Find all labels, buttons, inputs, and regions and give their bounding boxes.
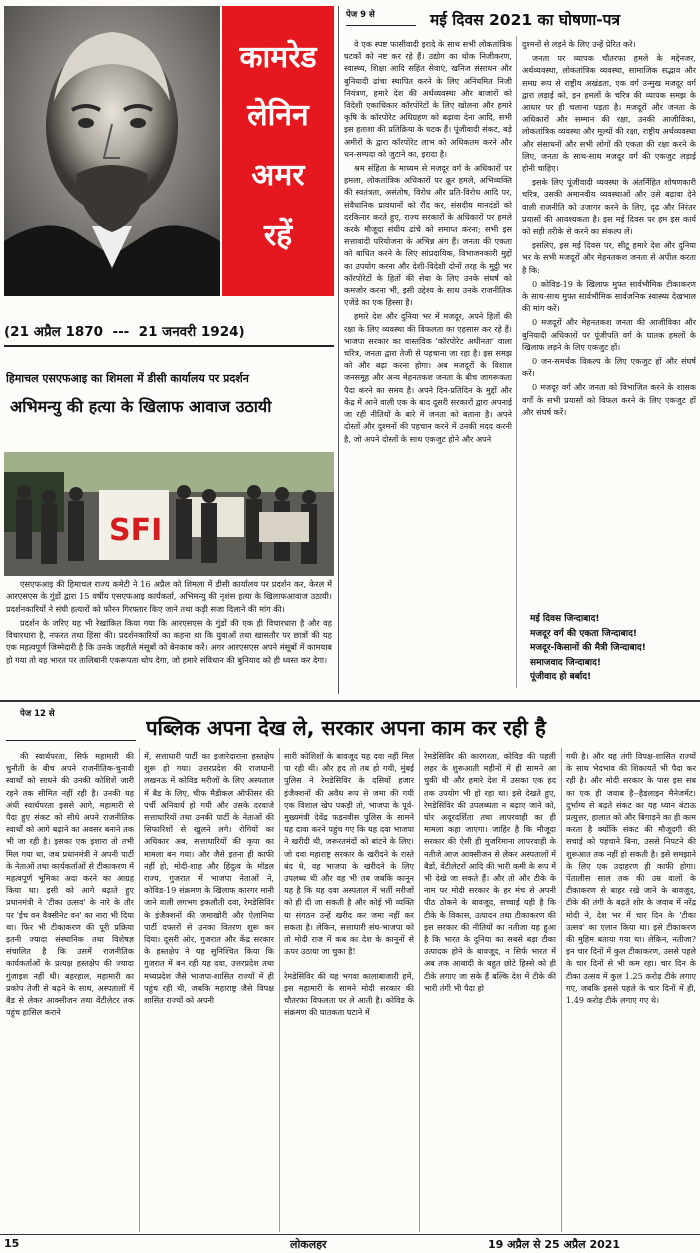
page-number: 15 bbox=[4, 1237, 20, 1250]
slogan-1: मई दिवस जिन्दाबाद! bbox=[530, 614, 600, 624]
mayday-page-tag: पेज 9 से bbox=[346, 10, 375, 20]
mayday-headline: मई दिवस 2021 का घोषणा-पत्र bbox=[430, 11, 621, 29]
himachal-para-1: एसएफआइ की हिमाचल राज्य कमेटी ने 16 अप्रैल को शिमला में डीसी कार्यालय पर प्रदर्शन कर, केरल में आरएसएस के गुंडों द्वारा 15 वर्षीय एसएफआइ कार्यकर्ता, अभिमन्यु की नृशंस हत्या के खिलाफआवाज उठायी। प्रदर्शनकारियों ने संघी हत्यारों को फौरन गिरफ्तार किए जाने तथा कड़ी सजा दिलाने की मांग की। bbox=[6, 579, 332, 614]
himachal-kicker: हिमाचल एसएफआइ का शिमला में डीसी कार्यालय पर प्रदर्शन bbox=[6, 372, 249, 385]
mayday-col1-para-2: श्रम संहिता के माध्यम से मजदूर वर्ग के अधिकारों पर हमला, लोकतांत्रिक अधिकारों पर क्रूर हमले, अभिव्यक्ति की स्वतंत्रता, असंतोष, विरोध और प्रति-विरोध आदि पर, संवैधानिक प्रावधानों को रौंद कर, संसदीय मानदंडों को दरकिनार करते हुए, राज्य सरकारों के अधिकारों पर हमले करके मौजूदा संघीय ढांचे को समाप्त करना; सभी इस सत्तावादी परियोजना के अभिन्न अंग हैं। जनता की एकता को बाधित करने के लिए सांप्रदायिक, विभाजनकारी मुद्दों का उपयोग करना और देशी-विदेशी दोनों तरह के मुट्ठी भर कॉरपोरेटों के हितों की सेवा के लिए उनके संघर्ष को कमजोर करना भी, इसी उद्देश्य के साथ उनके राजनीतिक एजेंडे का एक हिस्सा है। bbox=[344, 163, 512, 308]
public-page-tag: पेज 12 से bbox=[20, 709, 55, 719]
himachal-para-2: प्रदर्शन के जरिए यह भी रेखांकित किया गया कि आरएसएस के गुंडों की एक ही विचारधारा है और वह विचारधारा है, नफरत तथा हिंसा की। प्रदर्शनकारियों का कहना था कि युवाओं तथा खासतौर पर छात्रों की यह एक महत्वपूर्ण जिम्मेदारी है कि उनके जहरीले मंसूबों को बेनकाब करें। अगर आरएसएस अपने मंसूबों में कामयाब हो गया तो वह भारत पर तालिबानी एकरूपता थोप देगा, जो हमारे संविधान की बुनियाद को ही ध्वस्त कर देगा। bbox=[6, 617, 332, 665]
public-col-divider-1 bbox=[139, 748, 140, 1232]
slogan-4: समाजवाद जिन्दाबाद! bbox=[530, 657, 601, 668]
protest-photo-drawing bbox=[4, 452, 334, 576]
mayday-col2-para-1: दुश्मनों से लड़ने के लिए उन्हें प्रेरित करे। bbox=[522, 39, 636, 49]
slogan-2: मजदूर वर्ग की एकता जिन्दाबाद! bbox=[530, 628, 637, 639]
himachal-headline: अभिमन्यु की हत्या के खिलाफ आवाज उठायी bbox=[10, 397, 272, 416]
slogan-5: पूंजीवाद हो बर्बाद! bbox=[530, 672, 592, 682]
mayday-slogans bbox=[530, 612, 696, 685]
mayday-col2-para-2: जनता पर व्यापक चौतरफा हमले के मद्देनजर, अर्थव्यवस्था, लोकतांत्रिक व्यवस्था, सामाजिक सद्भाव और समग्र रूप से राष्ट्रीय अखंडता, एक वर्ग उन्मुख मजदूर वर्ग द्वारा लड़ाई को, इन हमलों के चरित्र की व्यापक समझ के आधार पर ही चलाना पड़ता है। मजदूरों और जनता के अधिकारों और सम्मान की रक्षा, उनकी आजीविका, लोकतांत्रिक व्यवस्था और मूल्यों की रक्षा, राष्ट्रीय अर्थव्यवस्था और संसाधनों और सभी लोगों की एकता की रक्षा करने के लिए, जनता के साथ-साथ मजदूर वर्ग की एकजुट लड़ाई होनी चाहिए। bbox=[522, 53, 696, 174]
mayday-demand-1: 0 कोविड-19 के खिलाफ मुफ्त सार्वभौमिक टीकाकरण के साथ-साथ मुफ्त सार्वभौमिक सार्वजनिक स्वास्थ्य देखभाल की मांग करें। bbox=[522, 278, 696, 314]
public-col-1: की स्वार्थपरता, सिर्फ महामारी की चुनौती के बीच अपने राजनीतिक-चुनावी स्वार्थों को साधने की उनकी कोशिशें जारी रहने तक सीमित नहीं रही है। उनकी यह अंधी स्वार्थपरता इससे आगे, महामारी से पैदा हुए संकट को सीधे अपने राजनीतिक स्वार्थों को आगे बढ़ाने का अवसर बनाने तक भी जा रही है। इसका एक इशारा तो तभी मिल गया था, जब प्रधानमंत्री ने अपनी पार्टी के नेताओं तथा कार्यकर्ताओं से टीकाकरण में महत्वपूर्ण भूमिका अदा करने का आग्रह किया था। इसी को आगे बढ़ाते हुए प्रधानमंत्री ने 'टीका उत्सव' के नारे के तौर पर 'ईच वन वैक्सीनेट वन' का नारा भी दिया था। फिर भी टीकाकरण की पूरी प्रक्रिया इतनी ज्यादा संस्थानिक तथा विशेषज्ञ संचालित है कि उसमें राजनीतिक कार्यकर्ताओं के प्रत्यक्ष हस्तक्षेप की ज्यादा गुंजाइश नहीं थी। बहरहाल, महामारी का प्रकोप तेजी से बढ़ने के साथ, अस्पतालों में बैड से लेकर आक्सीजन तथा वेंटीलेटर तक पहुंच हासिल कराने bbox=[6, 751, 134, 1018]
public-headline: पब्लिक अपना देख ले, सरकार अपना काम कर रही है bbox=[146, 716, 546, 740]
mayday-col2-para-3: इसके लिए पूंजीवादी व्यवस्था के अंतर्निहित शोषणकारी चरित्र, उसकी अमानवीय व्यवस्थाओं और उसे बढ़ावा देने वाली राजनीति को उजागर करने के लिए, दृढ़ और निरंतर प्रयासों की आवश्यकता है। इस मई दिवस पर हम इस कार्य को सही तरीके से करने का संकल्प लें। bbox=[522, 177, 696, 237]
tribute-line-1: कामरेड bbox=[239, 40, 317, 75]
protest-photo bbox=[4, 452, 334, 576]
newspaper-name: लोकलहर bbox=[290, 1238, 327, 1251]
public-tag-rule bbox=[6, 740, 136, 741]
tribute-line-4: रहें bbox=[263, 218, 293, 253]
lenin-portrait bbox=[4, 6, 220, 296]
public-col-divider-3 bbox=[419, 748, 420, 1232]
public-col-divider-2 bbox=[279, 748, 280, 1232]
lenin-dates: (21 अप्रैल 1870 --- 21 जनवरी 1924) bbox=[4, 324, 245, 340]
section-divider bbox=[0, 700, 700, 702]
tribute-line-3: अमर bbox=[251, 158, 305, 193]
mayday-tag-rule bbox=[346, 25, 416, 26]
column-divider bbox=[338, 6, 339, 694]
red-tribute-box bbox=[222, 6, 334, 296]
issue-date: 19 अप्रैल से 25 अप्रैल 2021 bbox=[488, 1238, 621, 1251]
protest-banner-text: SFI bbox=[109, 513, 163, 548]
mayday-col2-para-4: इसलिए, इस मई दिवस पर, सीटू हमारे देश और दुनिया भर के सभी मजदूरों और मेहनतकश जनता से अपील करता है कि: bbox=[522, 240, 696, 275]
mayday-col-divider bbox=[516, 36, 517, 688]
mayday-col1-para-3: हमारे देश और दुनिया भर में मजदूर, अपने हितों की रक्षा के लिए व्यवस्था की विफलता का एहसास कर रहे हैं। भाजपा सरकार का वास्तविक 'कॉरपोरेट अधीनता' वाला चरित्र, जनता द्वारा तेजी से पहचाना जा रहा है। इस समझ को और बढ़ा करना होगा। अब मजदूरों के विशाल जनसमूह और अन्य मेहनतकश जनता के बीच जागरूकता पैदा करने का समय है। अपने दिन-प्रतिदिन के मुद्दों और केंद्र में आने वाली एक के बाद दूसरी सरकारों द्वारा अपनाई जा रही नीतियों के बारे में जनता को बताना है। अपने दोस्तों और दुश्मनों की पहचान करने में उनकी मदद करनी है, जो अपने दोस्तों के साथ एकजुट होने और अपने bbox=[344, 311, 512, 444]
footer-rule bbox=[0, 1234, 700, 1235]
public-col-4: रेमडेसिविर की कारगरता, कोविड की पहली लहर के शुरूआती महीनों में ही सामने आ चुकी थी और हमारे देश में उसका एक हद तक उपयोग भी हो रहा था। इसे देखते हुए, रेमडेसिविर की उपलब्धता न बढ़ाए जाने को, घोर अदूरदर्शिता तथा लापरवाही का ही मामला कहा जाएगा। जाहिर है कि मौजूदा सरकार की ऐसी ही मुजरिमाना लापरवाही के नतीजे आज आक्सीजन से लेकर अस्पतालों में बैडों, वेंटीलेटरों आदि की भारी कमी के रूप में भी देखे जा सकते हैं। और तो और टीके के नाम पर मोदी सरकार के हर मंच से अपनी पीठ ठोकने के बावजूद, सच्चाई यही है कि टीके के विकास, उत्पादन तथा टीकाकरण की इस सरकार की नीतियों का नतीजा यह हुआ है कि भारत के दुनिया का सबसे बड़ा टीका उत्पादक होने के बावजूद, न सिर्फ भारत में अब तक आबादी के बहुत छोटे हिस्से को ही टीके लगाए जा सके हैं बल्कि देश में टीके की भारी तंगी भी पैदा हो bbox=[424, 751, 556, 993]
mayday-col-2 bbox=[522, 38, 696, 610]
dates-underline bbox=[4, 345, 334, 347]
lenin-portrait-drawing bbox=[4, 6, 220, 296]
public-col-5: गयी है। और यह तंगी विपक्ष-शासित राज्यों के साथ भेदभाव की शिकायतें भी पैदा कर रही है। और मोदी सरकार के पास इस सब का एक ही जवाब है--हैडलाइन मैनेजमेंट। दुर्भाग्य से बढ़ते संकट का यह ध्यान बंटाऊ प्रत्युत्तर, हालात को और बिगाड़ने का ही काम करता है क्योंकि संकट की मौजूदगी की सचाई को पहचाने बिना, उससे निपटने की शुरूआत तक नहीं हो सकती है। इसे समझाने के लिए एक उदाहरण ही काफी होगा। पेंतालीस साल तक की उम्र वालों के टीकाकरण से बाहर रखे जाने के बावजूद, टीके की तंगी के बढ़ते शोर के जवाब में नरेंद्र मोदी ने, देश भर में चार दिन के 'टीका उत्सव' का एलान किया था। इसे टीकाकरण की मुहिम बताया गया था। लेकिन, नतीजा? इन चार दिनों में कुल टीकाकरण, उससे पहले के चार दिनों से भी कम रहा। चार दिन के टीका उत्सव में कुल 1.25 करोड़ टीके लगाए गए, जबकि इससे पहले के चार दिनों में ही, 1.49 करोड़ टीके लगाए गए थे। bbox=[566, 751, 696, 1006]
mayday-demand-2: 0 मजदूरों और मेहनतकश जनता की आजीविका और बुनियादी अधिकारों पर पूंजीपति वर्ग के घातक हमलों के खिलाफ लड़ने के लिए एकजुट हों। bbox=[522, 317, 696, 352]
public-col-divider-4 bbox=[561, 748, 562, 1232]
mayday-col1-para-1: वे एक स्पष्ट फासीवादी इरादे के साथ सभी लोकतांत्रिक घटकों को नष्ट कर रहे हैं। उद्योग का थोक निजीकरण, स्वास्थ्य, शिक्षा आदि सहित सेवाएं, खनिज संसाधन और बुनियादी ढांचा स्थापित करने के लिए अनियमित निजी नियंत्रण, हमारे देश की अर्थव्यवस्था और बाजारों को विदेशी एकाधिकार कॉरपोरेटों के लिए खोलना और हमारे कृषि के कॉरपोरेट अधिग्रहण को बढ़ावा देना आदि, सभी इस हताशा की प्रतिक्रिया के घटक हैं। पूंजीवादी संकट, बड़े अमीरों के द्वारा कॉरपोरेट लाभ को अधिकतम करने और धन-सम्पदा को जुटाने का, इरादा है। bbox=[344, 39, 512, 159]
slogan-3: मजदूर-किसानों की मैत्री जिन्दाबाद! bbox=[530, 643, 646, 653]
public-col-2: में, सत्ताधारी पार्टी का इजारेदाराना हस्तक्षेप शुरू हो गया। उत्तरप्रदेश की राजधानी लखनऊ में कोविड मरीजों के लिए अस्पताल में बैड के लिए, चीफ मैडीकल ऑफीसर की पर्ची अनिवार्य हो गयी और उसके दरवाजे सत्ताधारियों तथा उनकी पार्टी के नेताओं की सिफारिशों से खुलने लगे। रोगियों का अधिकार अब, सत्ताधारियों की कृपा का मामला बन गया। और जैसे इतना ही काफी नहीं हो, मोदी-शाह और हिंदुत्व के मॉडल राज्य, गुजरात में भाजपा नेताओं ने, कोविड-19 संक्रमण के खिलाफ कारगर मानी जाने वाली लगभग इकलौती दवा, रेमडेसिविर के इंजैक्शनों की जमाखोरी और ऐलानिया पार्टी दफ्तरों से उनका वितरण शुरू कर दिया। दूसरी ओर, गुजरात और केंद्र सरकार के हस्तक्षेप ने यह सुनिश्चित किया कि गुजरात में बन रही यह दवा, उत्तरप्रदेश तथा मध्यप्रदेश जैसे भाजपा-शासित राज्यों में ही पहुंच रही थी, जबकि महाराष्ट्र जैसे विपक्ष शासित राज्यों को अपनी bbox=[144, 751, 274, 1006]
mayday-demand-3: 0 जन-समर्थक विकल्प के लिए एकजुट हों और संघर्ष करें। bbox=[522, 356, 696, 379]
tribute-line-2: लेनिन bbox=[247, 98, 309, 133]
mayday-col-1 bbox=[344, 38, 512, 688]
public-col-3: सारी कोशिशों के बावजूद यह दवा नहीं मिल पा रही थी। और हद तो तब हो गयी, मुंबई पुलिस ने रेमडेसिविर के दसियों हजार इंजैक्शनों की अवैध रूप से जमा की गयी एक विशाल खेप पकड़ी तो, भाजपा के पूर्व-मुख्यमंत्री देवेंद्र फडनवीस पुलिस के सामने यह दावा करने पहुंच गए कि यह दवा भाजपा ने खरीदी थी, जरूरतमंदों को बांटने के लिए। जो दवा महाराष्ट्र सरकार के खरीदने के रास्ते बंद थे, वह भाजपा के खरीदने के लिए उपलब्ध थी और वह भी तब जबकि कानून यह है कि यह दवा अस्पताल में भर्ती मरीजों को ही दी जा सकती है और कोई भी व्यक्ति या संगठन उन्हें खरीद कर जमा नहीं कर सकता है। लेकिन, सत्ताधारी संघ-भाजपा को तो मोदी राज में कब का देश के कानूनों से ऊपर उठाया जा चुका है! रेमडेसिविर की यह भगवा कालाबाजारी हमें, इस महामारी के सामने मोदी सरकार की चौतरफा विफलता पर ले आती है। कोविड के संक्रमण की घातकता घटाने में bbox=[284, 751, 414, 1018]
mayday-demand-4: 0 मजदूर वर्ग और जनता को विभाजित करने के शासक वर्गों के सभी प्रयासों को विफल करने के लिए एकजुट हों और संघर्ष करें। bbox=[522, 382, 696, 417]
himachal-body bbox=[6, 578, 332, 684]
